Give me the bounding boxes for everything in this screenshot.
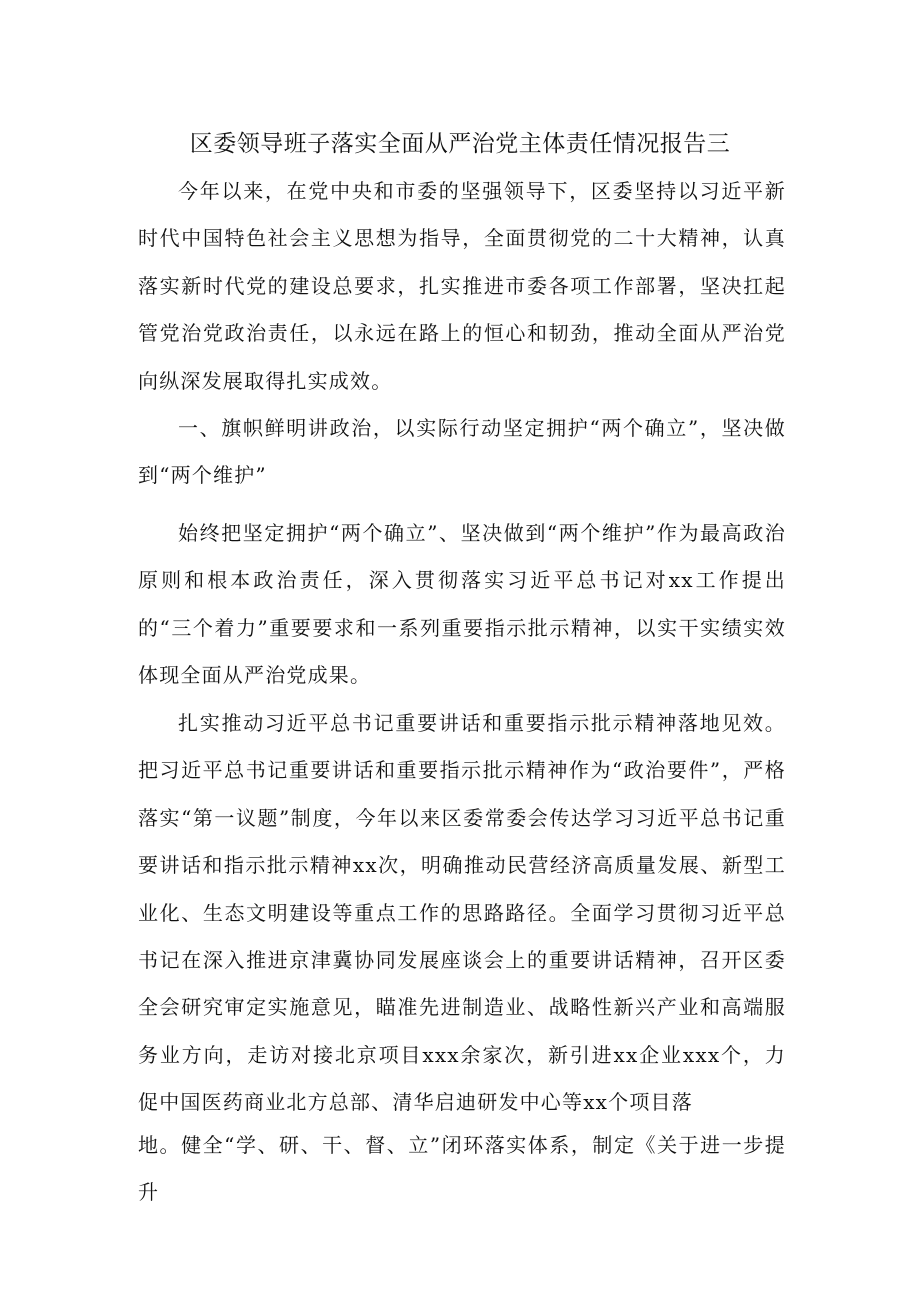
paragraph-section-1-intro: 始终把坚定拥护“两个确立”、坚决做到“两个维护”作为最高政治原则和根本政治责任，深入贯彻落实习近平总书记对xx工作提出的“三个着力”重要要求和一系列重要指示批示精神，以实干实绩实效体现全面从严治党成果。 xyxy=(138,521,786,688)
section-heading-1: 一、旗帜鲜明讲政治，以实际行动坚定拥护“两个确立”，坚决做到“两个维护” xyxy=(138,416,786,488)
paragraph-implementation: 扎实推动习近平总书记重要讲话和重要指示批示精神落地见效。把习近平总书记重要讲话和重要指示批示精神作为“政治要件”，严格落实“第一议题”制度，今年以来区委常委会传达学习习近平总书记重要讲话和指示批示精神xx次，明确推动民营经济高质量发展、新型工业化、生态文明建设等重点工作的思路路径。全面学习贯彻习近平总书记在深入推进京津冀协同发展座谈会上的重要讲话精神，召开区委全会研究审定实施意见，瞄准先进制造业、战略性新兴产业和高端服务业方向，走访对接北京项目xxx余家次，新引进xx企业xxx个，力促中国医药商业北方总部、清华启迪研发中心等xx个项目落 xyxy=(138,711,786,1115)
paragraph-intro: 今年以来，在党中央和市委的坚强领导下，区委坚持以习近平新时代中国特色社会主义思想为指导，全面贯彻党的二十大精神，认真落实新时代党的建设总要求，扎实推进市委各项工作部署，坚决扛起管党治党政治责任，以永远在路上的恒心和韧劲，推动全面从严治党向纵深发展取得扎实成效。 xyxy=(138,179,786,393)
document-title: 区委领导班子落实全面从严治党主体责任情况报告三 xyxy=(189,131,731,157)
paragraph-continuation: 地。健全“学、研、干、督、立”闭环落实体系，制定《关于进一步提升 xyxy=(138,1133,786,1205)
